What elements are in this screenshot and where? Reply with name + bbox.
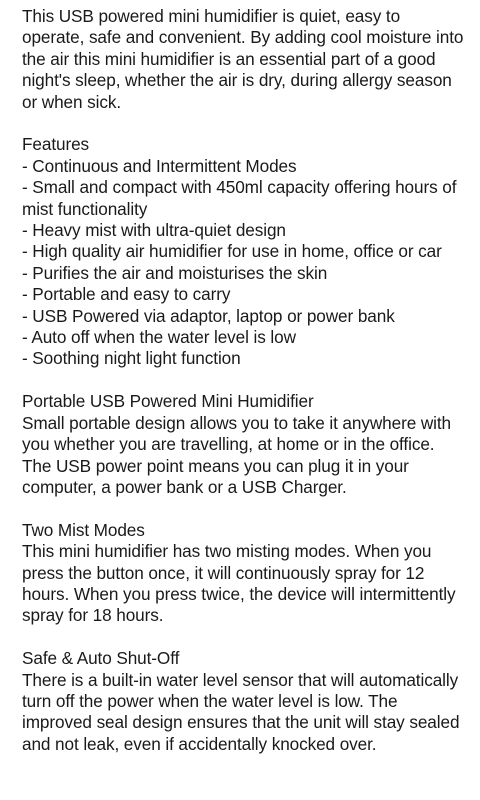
feature-item: - High quality air humidifier for use in home, office or car <box>22 241 442 262</box>
mist-modes-section <box>22 520 466 627</box>
features-section <box>22 134 466 369</box>
spacer <box>22 498 466 519</box>
features-heading: Features <box>22 134 90 155</box>
section-heading: Safe & Auto Shut-Off <box>22 648 180 669</box>
feature-item: - Purifies the air and moisturises the skin <box>22 262 328 283</box>
feature-item: - Heavy mist with ultra-quiet design <box>22 220 286 241</box>
spacer <box>22 370 466 391</box>
portable-section <box>22 391 466 498</box>
feature-item: - Small and compact with 450ml capacity offering hours of mist functionality <box>22 177 457 219</box>
intro-paragraph: This USB powered mini humidifier is quiet, easy to operate, safe and convenient. By adding cool moisture into the air this mini humidifier is an essential part of a good night's sleep, whether the air is dry, during allergy season or when sick. <box>22 6 464 112</box>
feature-item: - USB Powered via adaptor, laptop or power bank <box>22 305 395 326</box>
spacer <box>22 113 466 134</box>
section-body: This mini humidifier has two misting modes. When you press the button once, it will continuously spray for 12 hours. When you press twice, the device will intermittently spray for 18 hours. <box>22 541 456 626</box>
feature-item: - Continuous and Intermittent Modes <box>22 155 297 176</box>
section-heading: Two Mist Modes <box>22 519 145 540</box>
spacer <box>22 627 466 648</box>
feature-item: - Portable and easy to carry <box>22 284 231 305</box>
auto-shutoff-section <box>22 648 466 755</box>
feature-item: - Auto off when the water level is low <box>22 327 296 348</box>
section-body: There is a built-in water level sensor that will automatically turn off the power when the water level is low. The improved seal design ensures that the unit will stay sealed and not leak, even if accidentally knocked over. <box>22 669 460 754</box>
feature-item: - Soothing night light function <box>22 348 241 369</box>
section-heading: Portable USB Powered Mini Humidifier <box>22 391 314 412</box>
section-body: Small portable design allows you to take it anywhere with you whether you are travelling, at home or in the office. The USB power point means you can plug it in your computer, a power bank or a USB Charger. <box>22 412 451 497</box>
